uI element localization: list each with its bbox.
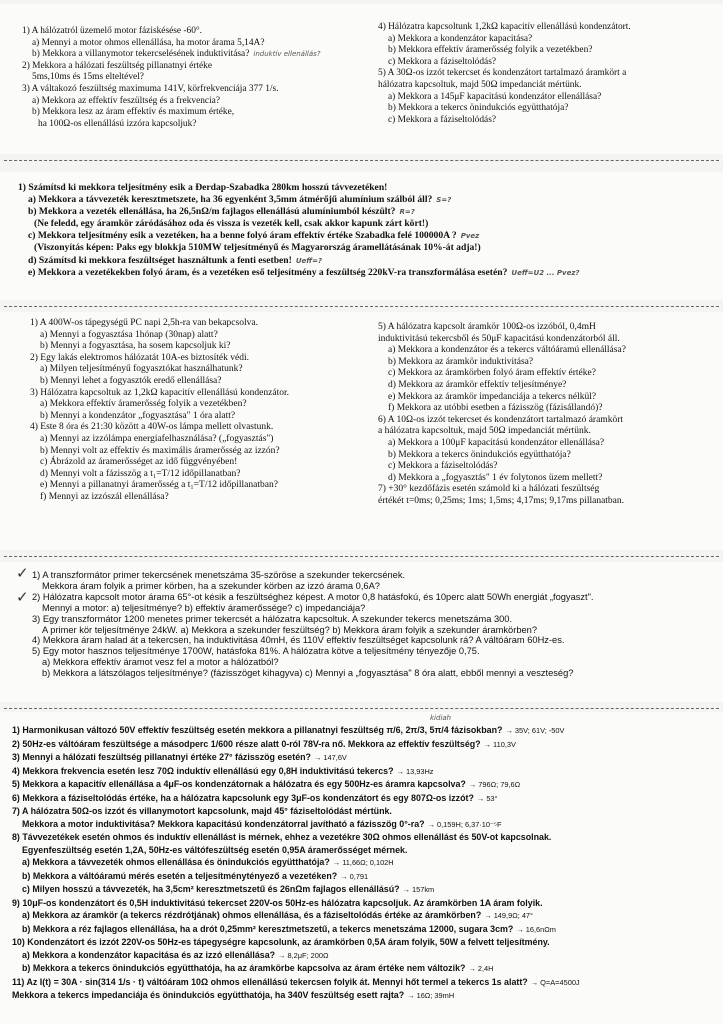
problem-line — [32, 570, 594, 581]
problem-text: 1) Számítsd ki mekkora teljesítmény esik a Đerdap-Szabadka 280km hosszú távvezetéken! — [18, 182, 388, 193]
problem-text: 4) Mekkora áram halad át a tekercsen, ha induktivitása 40mH, és 110V effektív feszültséget kapcsolunk rá? A váltóáram 60Hz-es. — [32, 635, 565, 646]
handwritten-note: Ueff=U2 ... Pvez? — [511, 268, 580, 277]
problem-line — [12, 765, 580, 779]
problem-text: a) Mekkora a távvezeték keresztmetszete, ha 36 egyenként 3,5mm átmérőjű alumínium szálból áll? — [28, 194, 433, 206]
problem-text: d) Mekkora az áramkör effektív teljesítménye? — [388, 379, 567, 390]
problem-line — [378, 496, 626, 508]
problem-text: a) Mekkora a 100μF kapacitású kondenzátor ellenállása? — [388, 437, 605, 448]
problem-text: c) Ábrázold az áramerősséget az idő függvényében! — [40, 457, 238, 468]
problem-text: a) Mennyi a fogyasztása 1hónap (30nap) alatt? — [40, 329, 218, 340]
problem-line — [32, 625, 594, 636]
handwritten-note: Ueff=? — [295, 256, 323, 265]
problem-text: d) Mekkora a „fogyasztás" 1 év folytonos üzem mellett? — [388, 472, 603, 483]
problem-line — [378, 103, 631, 115]
problem-text: 7) A hálózatra 50Ω-os izzót és villanymotort kapcsolunk, majd 45° fáziseltolódást mértünk. — [12, 806, 392, 816]
worksheet-3 — [0, 312, 723, 550]
answer-text: → 2,4H — [468, 964, 494, 973]
problem-line — [12, 962, 580, 976]
problem-text: c) Mekkora a fáziseltolódás? — [388, 114, 497, 125]
answer-text: → 147,6V — [313, 753, 347, 762]
problem-text: 4) Mekkora frekvencia esetén lesz 70Ω induktív ellenállású egy 0,8H induktivitású tekercs? — [12, 765, 394, 776]
problem-text: 2) 50Hz-es váltóáram feszültsége a másodperc 1/600 része alatt 0-ról 78V-ra nő. Mekkora az effektív feszültség? — [12, 738, 481, 749]
problem-line — [378, 345, 626, 357]
problem-line — [12, 844, 580, 857]
problem-text: c) Mekkora a fáziseltolódás? — [388, 461, 498, 472]
divider — [4, 708, 719, 709]
problem-line — [378, 92, 631, 104]
problem-line — [12, 989, 580, 1003]
problem-text: 3) Mennyi a hálózati feszültség pillanatnyi értéke 27° fázisszög esetén? — [12, 752, 311, 762]
problem-text: a) Mekkora a távvezeték ohmos ellenállása és önindukciós együtthatója? — [22, 857, 330, 867]
problem-line — [22, 107, 321, 119]
worksheet-1-left-column — [22, 26, 321, 130]
problem-text: 5) Egy motor hasznos teljesítménye 1700W, hatásfoka 81%. A hálózatra kötve a teljesítmény tényezője 0,75. — [32, 646, 480, 657]
problem-line — [12, 976, 580, 990]
answer-text: → 796Ω; 79,6Ω — [468, 780, 521, 789]
problem-text: b) Mekkora lesz az áram effektív és maximum értéke, — [32, 107, 235, 118]
problem-text: a) Mekkora az áramkör (a tekercs rézdrótjának) ohmos ellenállása, és a fáziseltolódás értéke az áramkörben? — [22, 910, 482, 920]
problem-line — [378, 473, 626, 485]
problem-text: a) Mekkora a kondenzátor és a tekercs váltóáramú ellenállása? — [388, 345, 626, 356]
problem-line — [378, 80, 631, 92]
problem-text: 1) A 400W-os tápegységű PC napi 2,5h-ra van bekapcsolva. — [30, 318, 258, 328]
problem-line — [30, 399, 289, 411]
problem-text: d) Számítsd ki mekkora feszültséget használtunk a fenti esetben! — [28, 254, 292, 266]
problem-text: Mekkora áram folyik a primer körben, ha a szekunder körben az izzó árama 0,6A? — [42, 580, 380, 591]
problem-text: b) Mekkora a villanymotor tekercselésének induktivitása? — [32, 49, 250, 60]
problem-text: 2) Hálózatra kapcsolt motor árama 65°-ot késik a feszültséghez képest. A motor 0,8 hatásfokú, és 10perc alatt 50Wh energiát „fogyaszt". — [32, 591, 594, 602]
problem-text: értékét t=0ms; 0,25ms; 1ms; 1,5ms; 4,17ms; 9,17ms pillanatban. — [378, 495, 625, 506]
problem-text: 9) 10μF-os kondenzátort és 0,5H induktivitású tekercset 220V-os 50Hz-es hálózatra kapcsoljuk. Az áramkörben 1A áram folyik. — [12, 897, 543, 908]
problem-text: 4) Este 8 óra és 21:30 között a 40W-os lámpa mellett olvastunk. — [30, 422, 274, 433]
answer-text: → Q=A=4500J — [530, 977, 580, 987]
problem-text: e) Mennyi a pillanatnyi áramerősség a t₁=T/12 időpillanatban? — [40, 480, 278, 491]
problem-text: ha 100Ω-os ellenállású izzóra kapcsoljuk? — [38, 118, 197, 129]
problem-text: 10) Kondenzátort és izzót 220V-os 50Hz-es tápegységre kapcsolunk, az áramkörben 0,5A áram folyik, 50W a felvett teljesítmény. — [12, 937, 550, 947]
problem-text: a hálózatra kapcsoltuk, majd 50Ω impedanciát mértünk. — [378, 426, 591, 437]
problem-line — [12, 818, 580, 832]
answer-text: → 16,6nΩm — [516, 924, 556, 934]
answer-text: → 0,159H; 6,37·10⁻⁵F — [427, 819, 502, 829]
worksheet-1 — [0, 4, 723, 154]
problem-text: c) Mekkora a fáziseltolódás? — [388, 56, 497, 67]
problem-line — [18, 182, 580, 194]
problem-text: b) Mekkora effektív áramerősség folyik a vezetékben? — [388, 45, 593, 56]
problem-line — [378, 22, 631, 34]
problem-text: 11) Az I(t) = 30A · sin(314 1/s · t) váltóáram 10Ω ohmos ellenállású tekercsen folyik át. Mennyi hőt termel a tekercs 1s alatt? — [12, 976, 528, 987]
problem-line — [22, 49, 321, 61]
problem-text: 6) Mekkora a fáziseltolódás értéke, ha a hálózatra kapcsolunk egy 3μF-os kondenzátort és egy 807Ω-os izzót? — [12, 792, 474, 803]
problem-line — [22, 26, 321, 38]
problem-text: a) Mekkora a kondenzátor kapacitása és az izzó ellenállása? — [22, 949, 276, 960]
problem-line — [32, 657, 594, 668]
problem-line — [30, 422, 289, 434]
problem-line — [378, 438, 626, 450]
handwritten-note: R=? — [399, 208, 415, 217]
problem-text: b) Mennyi a fogyasztása, ha sosem kapcsoljuk ki? — [40, 341, 231, 352]
problem-text: a) Mekkora a 145μF kapacitású kondenzátor ellenállása? — [388, 91, 602, 102]
problem-line — [32, 581, 594, 592]
worksheet-3-right-column — [378, 322, 626, 508]
problem-line — [378, 322, 626, 334]
problem-line — [30, 457, 289, 469]
problem-line — [12, 805, 580, 818]
problem-line — [30, 318, 289, 330]
answer-text: → 149,9Ω; 47° — [484, 911, 533, 920]
problem-text: c) Mekkora teljesítmény esik a vezetéken, ha a benne folyó áram effektív értéke Szabadka felé 100000A ? — [28, 230, 457, 242]
problem-line — [378, 484, 626, 496]
problem-line — [30, 411, 289, 423]
problem-text: 5) A hálózatra kapcsolt áramkör 100Ω-os izzóból, 0,4mH — [378, 322, 596, 332]
problem-text: A primer kör teljesítménye 24kW. a) Mekkora a szekunder feszültség? b) Mekkora áram folyik a szekunder áramkörben? — [42, 624, 538, 635]
problem-line — [30, 434, 289, 446]
problem-line — [22, 96, 321, 108]
problem-text: a) Mennyi az izzólámpa energiafelhasználása? („fogyasztás") — [40, 433, 274, 444]
problem-text: 5ms,10ms és 15ms elteltével? — [32, 72, 144, 83]
problem-line — [18, 242, 580, 254]
answer-text: → 16Ω; 39mH — [407, 991, 455, 1000]
problem-line — [378, 426, 626, 438]
problem-text: 3) Hálózatra kapcsoltuk az 1,2kΩ kapacitív ellenállású kondenzátor. — [30, 387, 289, 398]
answer-text: → 157km — [402, 885, 435, 894]
divider — [4, 556, 719, 557]
problem-line — [18, 255, 580, 267]
problem-line — [30, 388, 289, 400]
problem-line — [12, 778, 580, 792]
problem-line — [378, 461, 626, 473]
problem-line — [378, 403, 626, 415]
problem-line — [12, 792, 580, 806]
problem-text: 2) Egy lakás elektromos hálózatát 10A-es biztosíték védi. — [30, 352, 249, 363]
worksheet-3-left-column — [30, 318, 289, 504]
problem-text: f) Mekkora az utóbbi esetben a fázisszög (fázisállandó)? — [388, 403, 603, 414]
problem-line — [32, 592, 594, 603]
problem-text: a) Mekkora a kondenzátor kapacitása? — [388, 33, 533, 44]
problem-text: 6) A 10Ω-os izzót tekercset és kondenzátort tartalmazó áramkört — [378, 414, 623, 425]
problem-line — [378, 368, 626, 380]
problem-line — [18, 218, 580, 230]
problem-line — [32, 614, 594, 625]
problem-line — [378, 45, 631, 57]
problem-line — [30, 492, 289, 504]
problem-line — [12, 870, 580, 884]
problem-line — [378, 450, 626, 462]
problem-text: b) Mekkora a tekercs önindukciós együtthatója, ha az áramkörbe kapcsolva az áram értéke nem változik? — [22, 963, 466, 973]
problem-line — [378, 380, 626, 392]
problem-text: (Ne feledd, egy áramkör záródásához oda és vissza is vezeték kell, csak akkor kapunk zárt kört!) — [34, 218, 429, 230]
problem-text: f) Mennyi az izzószál ellenállása? — [40, 491, 169, 502]
handwritten-note: S=? — [436, 196, 452, 205]
problem-text: b) Mekkora a váltóáramú mérés esetén a teljesítménytényező a vezetéken? — [22, 870, 338, 881]
worksheet-2-text — [18, 182, 580, 279]
problem-text: 1) Harmonikusan változó 50V effektív feszültség esetén mekkora a pillanatnyi feszültség π/6, 2π/3, 5π/4 fázisokban? — [12, 725, 503, 735]
problem-text: 5) A 30Ω-os izzót tekercset és kondenzátort tartalmazó áramkört a — [378, 68, 627, 79]
problem-line — [30, 376, 289, 388]
worksheet-1-right-column — [378, 22, 631, 126]
problem-line — [32, 646, 594, 657]
worksheet-2 — [0, 172, 723, 300]
problem-line — [12, 883, 580, 897]
problem-text: d) Mennyi volt a fázisszög a t₁=T/12 időpillanatban? — [40, 468, 241, 479]
problem-text: b) Mennyi volt az effektív és maximális áramerősség az izzón? — [40, 445, 280, 456]
problem-text: 2) Mekkora a hálózati feszültség pillanatnyi értéke — [22, 60, 213, 71]
problem-text: 3) Egy transzformátor 1200 menetes primer tekercsét a hálózatra kapcsoltuk. A szekunder tekercs menetszáma 300. — [32, 613, 513, 624]
problem-line — [18, 194, 580, 206]
problem-line — [12, 923, 580, 937]
problem-text: e) Mekkora az áramkör impedanciája a tekercs nélkül? — [388, 391, 597, 402]
problem-line — [12, 949, 580, 963]
problem-text: a) Mekkora effektív áramerősség folyik a vezetékben? — [40, 399, 247, 410]
answer-text: → 11,66Ω; 0,102H — [332, 858, 394, 867]
problem-text: 7) +30° kezdőfázis esetén számold ki a hálózati feszültség — [378, 484, 600, 495]
answer-text: → 0,791 — [340, 871, 369, 881]
problem-text: b) Mennyi lehet a fogyasztók eredő ellenállása? — [40, 375, 222, 386]
problem-line — [378, 68, 631, 80]
problem-line — [22, 61, 321, 73]
problem-line — [12, 897, 580, 910]
problem-line — [30, 469, 289, 481]
problem-text: c) Milyen hosszú a távvezeték, ha 3,5cm² keresztmetszetű és 26nΩm fajlagos ellenállású? — [22, 884, 400, 894]
problem-line — [30, 480, 289, 492]
problem-text: Mekkora a tekercs impedanciája és önindukciós együtthatója, ha 340V feszültség esett rajta? — [12, 990, 405, 1000]
handwritten-note: kidiah — [430, 714, 452, 722]
problem-text: a) Mekkora az effektív feszültség és a frekvencia? — [32, 95, 221, 106]
problem-line — [378, 392, 626, 404]
problem-text: b) Mekkora a tekercs önindukciós együtthatója? — [388, 449, 571, 460]
problem-line — [12, 936, 580, 949]
problem-text: a) Mennyi a motor ohmos ellenállása, ha motor árama 5,14A? — [32, 37, 265, 48]
problem-line — [32, 635, 594, 646]
problem-line — [22, 72, 321, 84]
problem-text: Mennyi a motor: a) teljesítménye? b) effektív áramerőssége? c) impedanciája? — [42, 602, 366, 613]
problem-line — [378, 334, 626, 346]
problem-line — [12, 751, 580, 765]
problem-text: b) Mekkora a tekercs önindukciós együtthatója? — [388, 103, 569, 114]
answer-text: → 13,93Hz — [396, 766, 434, 776]
problem-line — [12, 856, 580, 870]
problem-text: Egyenfeszültség esetén 1,2A, 50Hz-es váltófeszültség esetén 0,95A áramerősséget mérnek. — [22, 844, 408, 855]
divider — [4, 160, 719, 161]
problem-line — [22, 84, 321, 96]
worksheet-5-text — [12, 724, 580, 1003]
problem-line — [22, 38, 321, 50]
problem-line — [30, 330, 289, 342]
problem-line — [12, 909, 580, 923]
handwritten-note: Pvez — [460, 232, 480, 241]
answer-text: → 53° — [476, 793, 498, 803]
problem-text: b) Mekkora az áramkör induktivitása? — [388, 356, 534, 367]
problem-text: 3) A váltakozó feszültség maximuma 141V, körfrekvenciája 377 1/s. — [22, 83, 279, 94]
problem-text: b) Mennyi a kondenzátor „fogyasztása" 1 óra alatt? — [40, 410, 236, 421]
problem-text: induktivitású tekercsből és 50μF kapacitású kondenzátorból áll. — [378, 333, 620, 344]
problem-line — [18, 206, 580, 218]
problem-line — [378, 34, 631, 46]
divider — [4, 306, 719, 307]
problem-line — [378, 57, 631, 69]
problem-text: (Viszonyítás képen: Paks egy blokkja 510MW teljesítményű és Magyarország áramellátásának 10%-át adja!) — [34, 242, 481, 254]
answer-text: → 110,3V — [483, 739, 516, 749]
problem-text: a) Mekkora effektív áramot vesz fel a motor a hálózatból? — [42, 657, 279, 668]
problem-line — [378, 115, 631, 127]
problem-text: hálózatra kapcsoltuk, majd 50Ω impedanciát mértünk. — [378, 79, 582, 90]
problem-text: b) Mekkora a látszólagos teljesítménye? (fázisszöget kihagyva) c) Mennyi a „fogyasztása" 8 óra alatt, ebből mennyi a veszteség? — [42, 668, 574, 679]
answer-text: → 35V; 61V; -50V — [505, 726, 565, 735]
problem-line — [12, 724, 580, 738]
problem-line — [32, 603, 594, 614]
worksheet-5 — [0, 712, 723, 1024]
problem-line — [22, 119, 321, 131]
problem-line — [30, 353, 289, 365]
problem-line — [18, 230, 580, 242]
problem-line — [30, 341, 289, 353]
check-mark-icon: ✓ — [16, 564, 29, 582]
problem-line — [18, 267, 580, 279]
problem-line — [32, 668, 594, 679]
answer-text: → 8,2μF; 200Ω — [278, 950, 329, 960]
problem-text: b) Mekkora a réz fajlagos ellenállása, ha a drót 0,25mm² keresztmetszetű, a tekercs menetszáma 12000, sugara 3cm? — [22, 923, 514, 934]
handwritten-note: induktív ellenállás? — [253, 50, 321, 59]
worksheet-4 — [0, 562, 723, 702]
problem-text: 8) Távvezetékek esetén ohmos és induktív ellenállást is mérnek, ehhez a vezetékre 30Ω ohmos ellenállást és 50V-ot kapcsolnak. — [12, 832, 552, 842]
problem-text: e) Mekkora a vezetékekben folyó áram, és a vezetéken eső teljesítmény a feszültség 220kV-ra transzformálása esetén? — [28, 266, 508, 278]
check-mark-icon: ✓ — [16, 588, 29, 606]
problem-text: 5) Mekkora a kapacitív ellenállása a 4μF-os kondenzátornak a hálózatra és egy 500Hz-es áramra kapcsolva? — [12, 779, 466, 789]
problem-line — [378, 357, 626, 369]
problem-text: Mekkora a motor induktivitása? Mekkora kapacitású kondenzátorral javítható a fázisszög 0°-ra? — [22, 818, 425, 829]
problem-text: c) Mekkora az áramkörben folyó áram effektív értéke? — [388, 368, 596, 379]
problem-line — [12, 738, 580, 752]
problem-line — [30, 446, 289, 458]
problem-text: 1) A hálózatról üzemelő motor fáziskésése -60°. — [22, 26, 202, 36]
worksheet-4-text — [32, 570, 594, 679]
problem-line — [12, 831, 580, 844]
problem-text: 1) A transzformátor primer tekercsének menetszáma 35-szöröse a szekunder tekercsének. — [32, 570, 406, 580]
problem-text: b) Mekkora a vezeték ellenállása, ha 26,5nΩ/m fajlagos ellenállású alumíniumból készült? — [28, 206, 396, 218]
problem-line — [378, 415, 626, 427]
problem-text: a) Milyen teljesítményű fogyasztókat használhatunk? — [40, 364, 243, 375]
problem-text: 4) Hálózatra kapcsoltunk 1,2kΩ kapacitív ellenállású kondenzátort. — [378, 22, 631, 32]
problem-line — [30, 364, 289, 376]
